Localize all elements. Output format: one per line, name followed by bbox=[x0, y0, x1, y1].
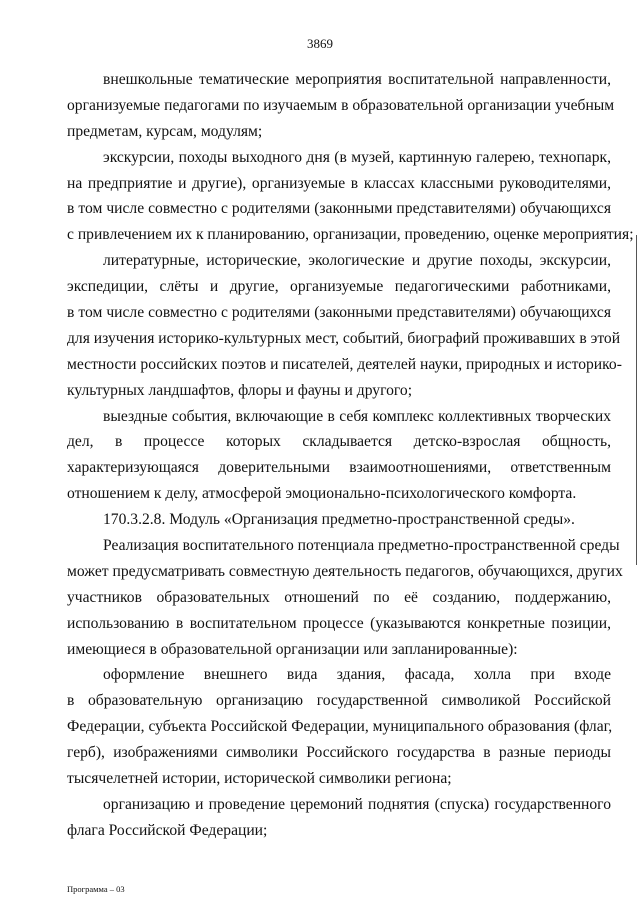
text-line: характеризующаяся доверительными взаимоотношениями, ответственным bbox=[67, 459, 611, 477]
text-line: может предусматривать совместную деятельность педагогов, обучающихся, других bbox=[67, 562, 623, 580]
text-line: с привлечением их к планированию, организации, проведению, оценке мероприятия; bbox=[67, 226, 634, 244]
paragraph bbox=[67, 404, 611, 508]
text-line: дел, в процессе которых складывается детско-взрослая общность, bbox=[67, 433, 611, 451]
text-line: местности российских поэтов и писателей, деятелей науки, природных и историко- bbox=[67, 355, 622, 373]
text-line: герб), изображениями символики Российского государства в разные периоды bbox=[67, 744, 611, 762]
document-body bbox=[67, 67, 634, 844]
text-line: в том числе совместно с родителями (законными представителями) обучающихся bbox=[67, 304, 611, 322]
text-line: на предприятие и другие), организуемые в классах классными руководителями, bbox=[67, 174, 611, 192]
text-line: участников образовательных отношений по её созданию, поддержанию, bbox=[67, 588, 611, 606]
paragraph bbox=[67, 533, 623, 662]
text-line: экспедиции, слёты и другие, организуемые педагогическими работниками, bbox=[67, 278, 611, 296]
text-line: Федерации, субъекта Российской Федерации, муниципального образования (флаг, bbox=[67, 718, 613, 736]
scan-edge-line bbox=[636, 235, 637, 565]
paragraph bbox=[67, 507, 611, 533]
text-line: отношением к делу, атмосферой эмоционально-психологического комфорта. bbox=[67, 485, 577, 503]
text-line: литературные, исторические, экологические и другие походы, экскурсии, bbox=[103, 252, 611, 270]
text-line: в том числе совместно с родителями (законными представителями) обучающихся bbox=[67, 200, 611, 218]
text-line: флага Российской Федерации; bbox=[67, 821, 268, 839]
text-line: оформление внешнего вида здания, фасада, холла при входе bbox=[103, 666, 611, 684]
text-line: тысячелетней истории, исторической символики региона; bbox=[67, 770, 452, 788]
page-number: 3869 bbox=[307, 36, 333, 51]
text-line: имеющиеся в образовательной организации или запланированные): bbox=[67, 640, 518, 658]
text-line: 170.3.2.8. Модуль «Организация предметно-пространственной среды». bbox=[103, 511, 575, 529]
paragraph bbox=[67, 67, 615, 145]
paragraph bbox=[67, 145, 634, 249]
paragraph bbox=[67, 248, 622, 403]
text-line: организацию и проведение церемоний поднятия (спуска) государственного bbox=[103, 795, 611, 813]
text-line: предметам, курсам, модулям; bbox=[67, 122, 263, 140]
text-line: выездные события, включающие в себя комплекс коллективных творческих bbox=[103, 407, 611, 425]
text-line: использованию в воспитательном процессе (указываются конкретные позиции, bbox=[67, 614, 611, 632]
text-line: экскурсии, походы выходного дня (в музей, картинную галерею, технопарк, bbox=[103, 148, 611, 166]
text-line: внешкольные тематические мероприятия воспитательной направленности, bbox=[103, 71, 611, 88]
text-line: в образовательную организацию государственной символикой Российской bbox=[67, 692, 611, 710]
text-line: организуемые педагогами по изучаемым в образовательной организации учебным bbox=[67, 96, 615, 114]
text-line: Реализация воспитательного потенциала предметно-пространственной среды bbox=[103, 537, 620, 555]
text-line: культурных ландшафтов, флоры и фауны и другого; bbox=[67, 381, 413, 399]
paragraph bbox=[67, 662, 611, 791]
paragraph bbox=[67, 792, 611, 844]
text-line: для изучения историко-культурных мест, событий, биографий проживавших в этой bbox=[67, 329, 621, 347]
footer-label: Программа – 03 bbox=[67, 884, 125, 894]
